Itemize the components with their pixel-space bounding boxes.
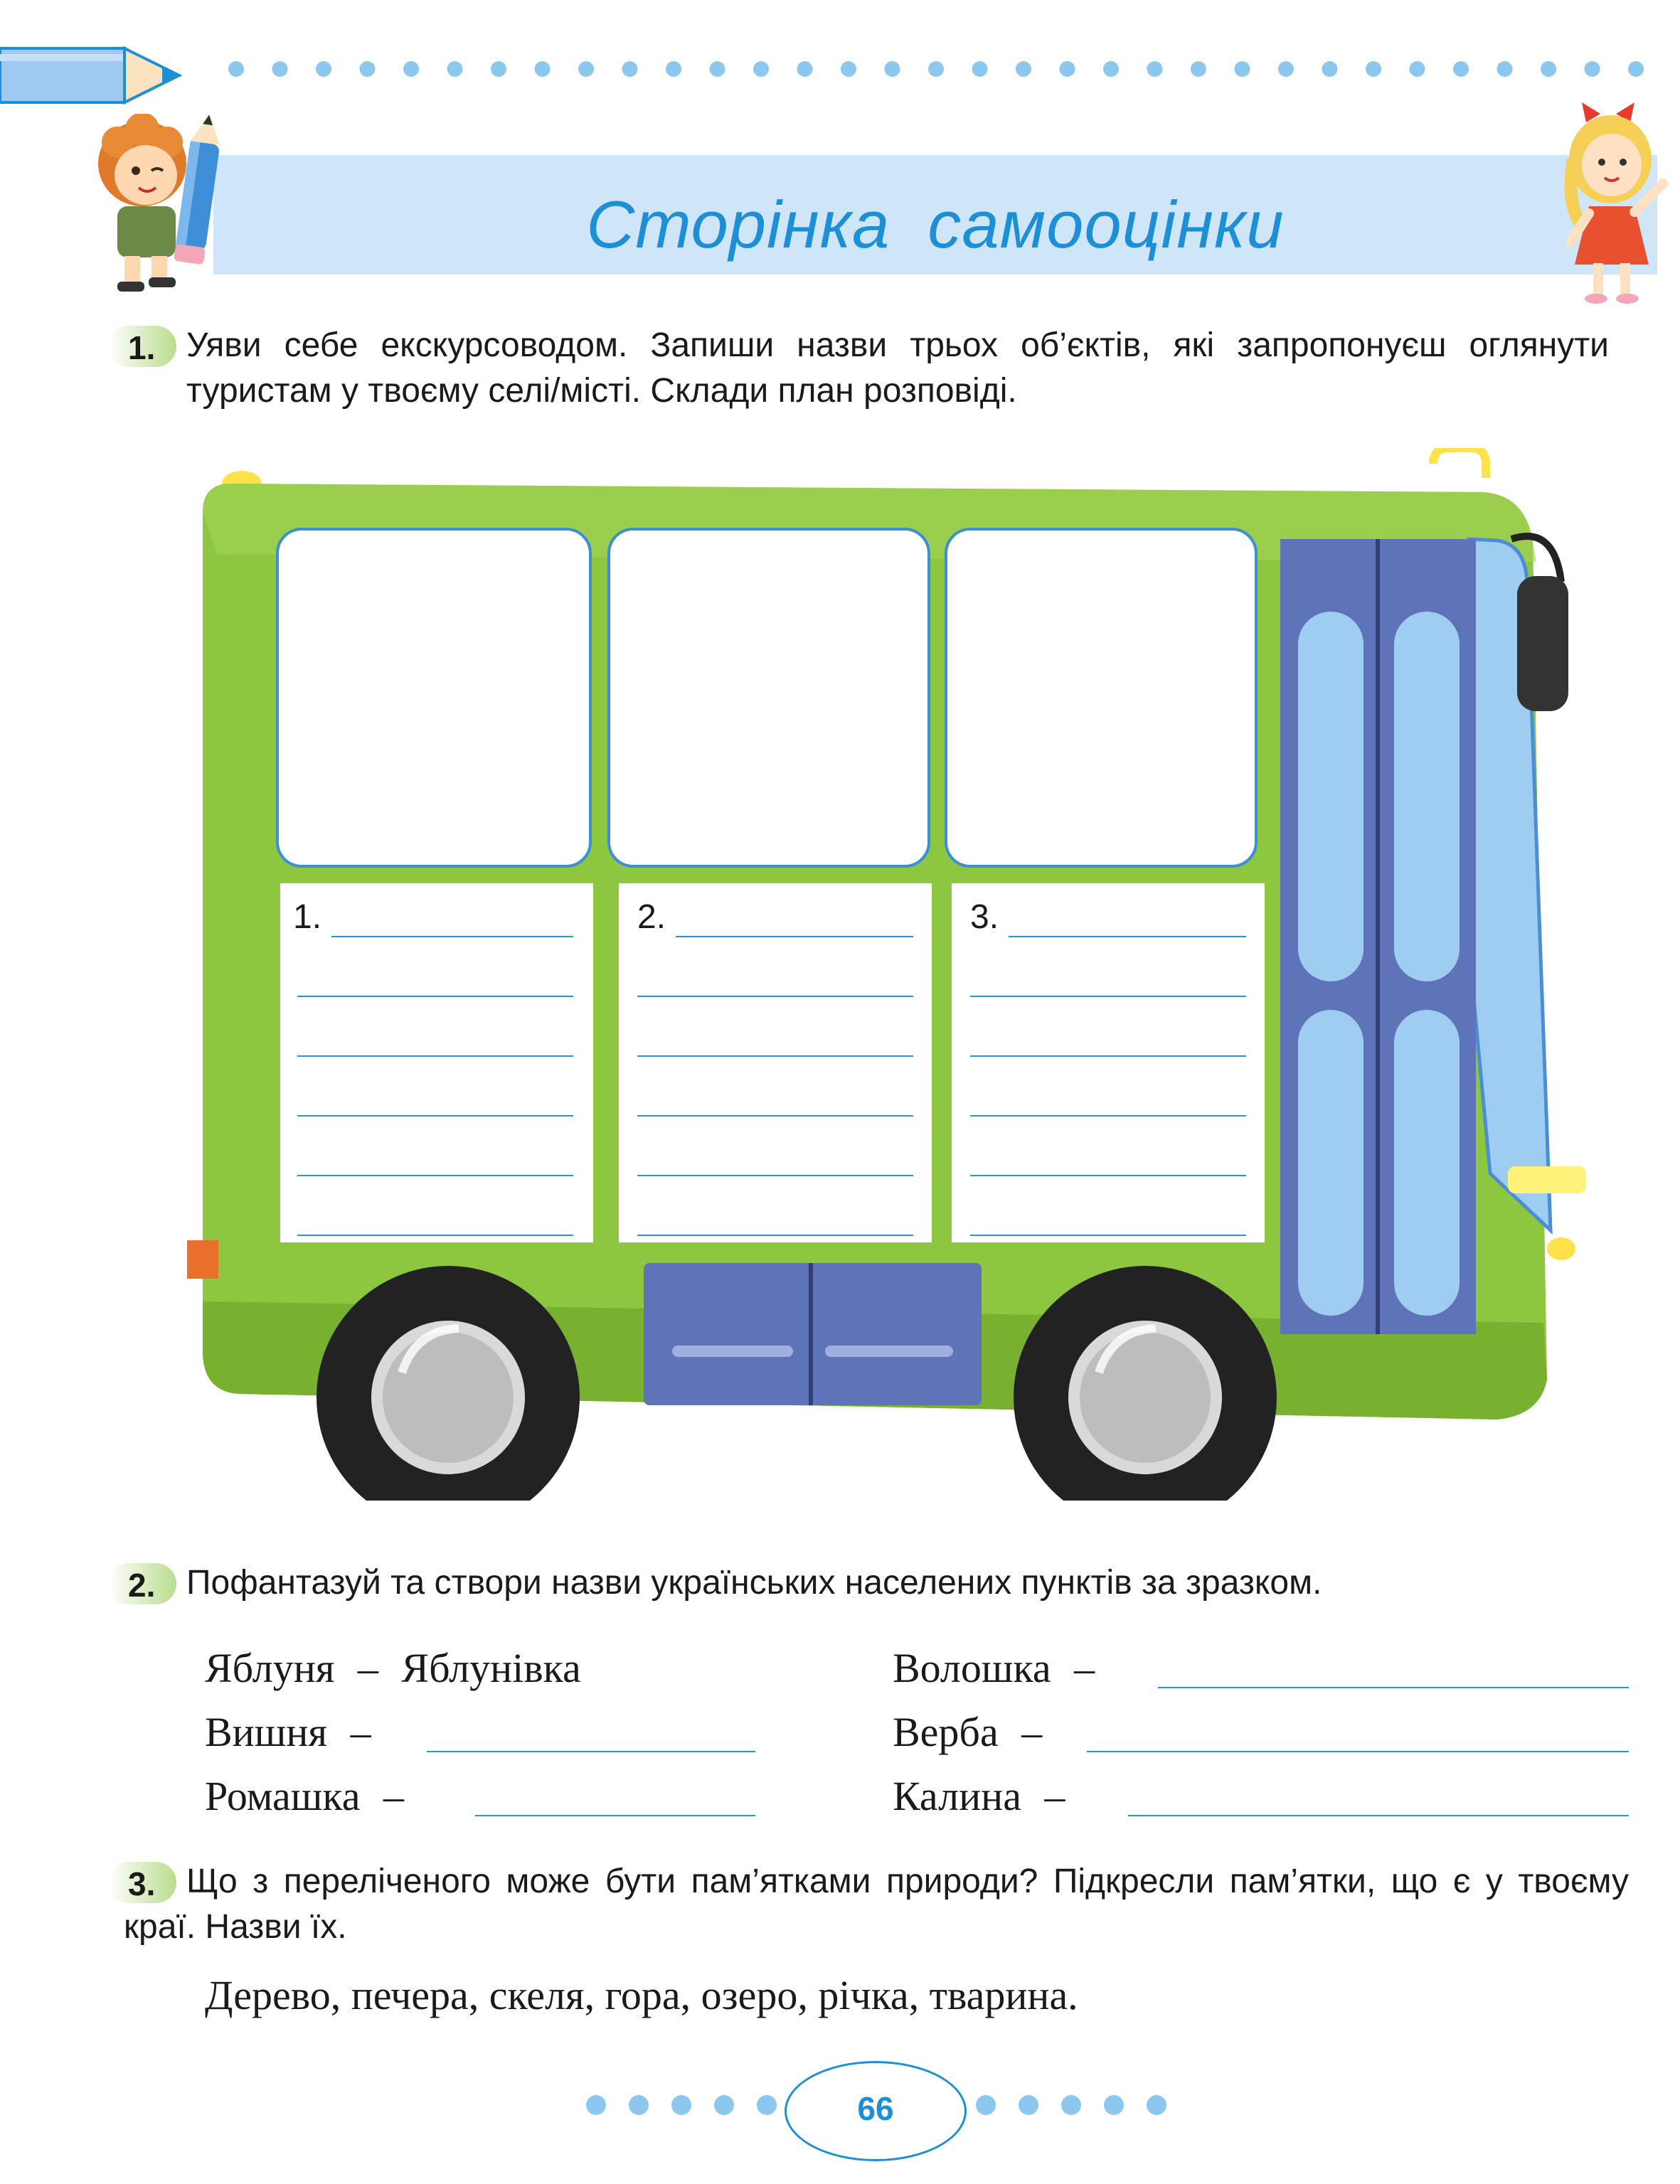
- decorative-dot: [666, 61, 681, 77]
- decorative-dot: [1060, 61, 1075, 77]
- decorative-dot: [1410, 61, 1425, 77]
- board-1-line[interactable]: [297, 996, 573, 997]
- word-row-vyshnia: [205, 1708, 371, 1756]
- decorative-dot: [1191, 61, 1206, 77]
- decorative-dot: [1016, 61, 1031, 77]
- drawing-window-3[interactable]: [945, 528, 1258, 868]
- board-3-line[interactable]: [1009, 936, 1246, 937]
- board-1-label: 1.: [293, 898, 322, 936]
- decorative-dot: [1061, 2095, 1081, 2115]
- decorative-dot: [1103, 61, 1119, 77]
- dash: –: [1074, 1645, 1095, 1691]
- board-3-line[interactable]: [970, 1235, 1246, 1236]
- decorative-dot: [710, 61, 725, 77]
- decorative-dot: [797, 61, 813, 77]
- decorative-dot: [976, 2095, 996, 2115]
- decorative-dot: [1541, 61, 1556, 77]
- board-1-line[interactable]: [297, 1055, 573, 1057]
- word-row-romashka: [205, 1772, 404, 1820]
- page-number: 66: [857, 2090, 894, 2127]
- board-2-line[interactable]: [637, 996, 913, 997]
- decorative-dot: [1278, 61, 1294, 77]
- decorative-dot: [1235, 61, 1250, 77]
- dash: –: [1021, 1709, 1043, 1755]
- decorative-dot: [272, 61, 288, 77]
- decorative-dot: [1322, 61, 1338, 77]
- decorative-dot: [586, 2095, 606, 2115]
- word-row-voloshka: [893, 1644, 1095, 1692]
- decorative-dot: [841, 61, 856, 77]
- decorative-dot: [1453, 61, 1469, 77]
- word-verba: Верба: [893, 1709, 999, 1755]
- decorative-dot: [714, 2095, 734, 2115]
- board-2-line[interactable]: [637, 1175, 913, 1176]
- writing-board-1[interactable]: [280, 883, 593, 1242]
- decorative-dot: [1628, 61, 1644, 77]
- word-row-kalyna: [893, 1772, 1065, 1820]
- pencil-decoration-icon: [0, 41, 185, 112]
- example-row: [205, 1644, 581, 1692]
- drawing-window-2[interactable]: [607, 528, 930, 868]
- task-1-instructions: Уяви себе екскурсоводом. Запиши назви трьох об’єктів, які запропонуєш оглянути туристам у твоєму селі/місті. Склади план розповіді.: [186, 326, 1609, 410]
- decorative-dot: [1104, 2095, 1124, 2115]
- board-1-line[interactable]: [297, 1235, 573, 1236]
- task-1-number-badge: [108, 326, 176, 367]
- drawing-window-1[interactable]: [276, 528, 592, 868]
- girl-waving-icon: [1558, 100, 1679, 306]
- decorative-dot: [1019, 2095, 1038, 2115]
- decorative-dot: [671, 2095, 691, 2115]
- decorative-dot: [360, 61, 376, 77]
- nature-objects-list[interactable]: Дерево, печера, скеля, гора, озеро, річка, тварина.: [205, 1972, 1078, 2018]
- task-2-number-badge: [108, 1563, 176, 1604]
- decorative-dot: [928, 61, 944, 77]
- example-answer: Яблунівка: [401, 1645, 581, 1691]
- dash: –: [383, 1773, 404, 1819]
- decorative-dot: [447, 61, 463, 77]
- board-3-line[interactable]: [970, 1055, 1246, 1057]
- decorative-dot: [403, 61, 419, 77]
- answer-line-vyshnia[interactable]: [427, 1751, 755, 1752]
- board-3-line[interactable]: [970, 996, 1246, 997]
- decorative-dot: [578, 61, 594, 77]
- word-romashka: Ромашка: [205, 1773, 361, 1819]
- dash: –: [350, 1709, 371, 1755]
- decorative-dot: [629, 2095, 649, 2115]
- board-2-line[interactable]: [637, 1115, 913, 1117]
- decorative-dot: [1585, 61, 1600, 77]
- board-3-line[interactable]: [970, 1115, 1246, 1117]
- word-voloshka: Волошка: [893, 1645, 1051, 1691]
- word-vyshnia: Вишня: [205, 1709, 328, 1755]
- decorative-dot: [316, 61, 331, 77]
- page-title: Сторінка самооцінки: [586, 187, 1285, 262]
- decorative-dot: [1366, 61, 1381, 77]
- boy-with-pencil-icon: [75, 114, 245, 299]
- decorative-dot: [535, 61, 551, 77]
- decorative-dot: [753, 61, 769, 77]
- task-2-number: 2.: [128, 1567, 156, 1604]
- task-3-number: 3.: [128, 1865, 156, 1902]
- top-dots-decoration: [228, 60, 1657, 78]
- board-2-line[interactable]: [637, 1055, 913, 1057]
- decorative-dot: [491, 61, 506, 77]
- board-2-line[interactable]: [637, 1235, 913, 1236]
- decorative-dot: [228, 61, 244, 77]
- example-word: Яблуня: [205, 1645, 335, 1691]
- task-1-number: 1.: [128, 329, 156, 366]
- decorative-dot: [757, 2095, 777, 2115]
- answer-line-voloshka[interactable]: [1158, 1687, 1629, 1688]
- dash: –: [1044, 1773, 1065, 1819]
- board-1-line[interactable]: [297, 1115, 573, 1117]
- answer-line-kalyna[interactable]: [1128, 1815, 1629, 1816]
- board-3-label: 3.: [970, 898, 999, 936]
- task-3-instructions: Що з переліченого може бути пам’ятками природи? Підкресли пам’ятки, що є у твоєму краї. Назви їх.: [124, 1863, 1629, 1946]
- task-2-instructions: Пофантазуй та створи назви українських населених пунктів за зразком.: [186, 1564, 1322, 1602]
- board-2-label: 2.: [637, 898, 666, 936]
- answer-line-verba[interactable]: [1087, 1751, 1629, 1752]
- dash: –: [357, 1645, 378, 1691]
- decorative-dot: [1147, 61, 1163, 77]
- footer-dots-right: [972, 2091, 1171, 2119]
- decorative-dot: [1497, 61, 1513, 77]
- word-row-verba: [893, 1708, 1042, 1756]
- decorative-dot: [885, 61, 900, 77]
- writing-board-2[interactable]: [619, 883, 932, 1242]
- answer-line-romashka[interactable]: [475, 1815, 755, 1816]
- word-kalyna: Калина: [893, 1773, 1021, 1819]
- board-2-line[interactable]: [676, 936, 913, 937]
- board-1-line[interactable]: [297, 1175, 573, 1176]
- board-3-line[interactable]: [970, 1175, 1246, 1176]
- decorative-dot: [1147, 2095, 1166, 2115]
- writing-board-3[interactable]: [952, 883, 1265, 1242]
- decorative-dot: [972, 61, 988, 77]
- board-1-line[interactable]: [331, 936, 573, 937]
- footer-dots-left: [582, 2091, 781, 2119]
- decorative-dot: [622, 61, 638, 77]
